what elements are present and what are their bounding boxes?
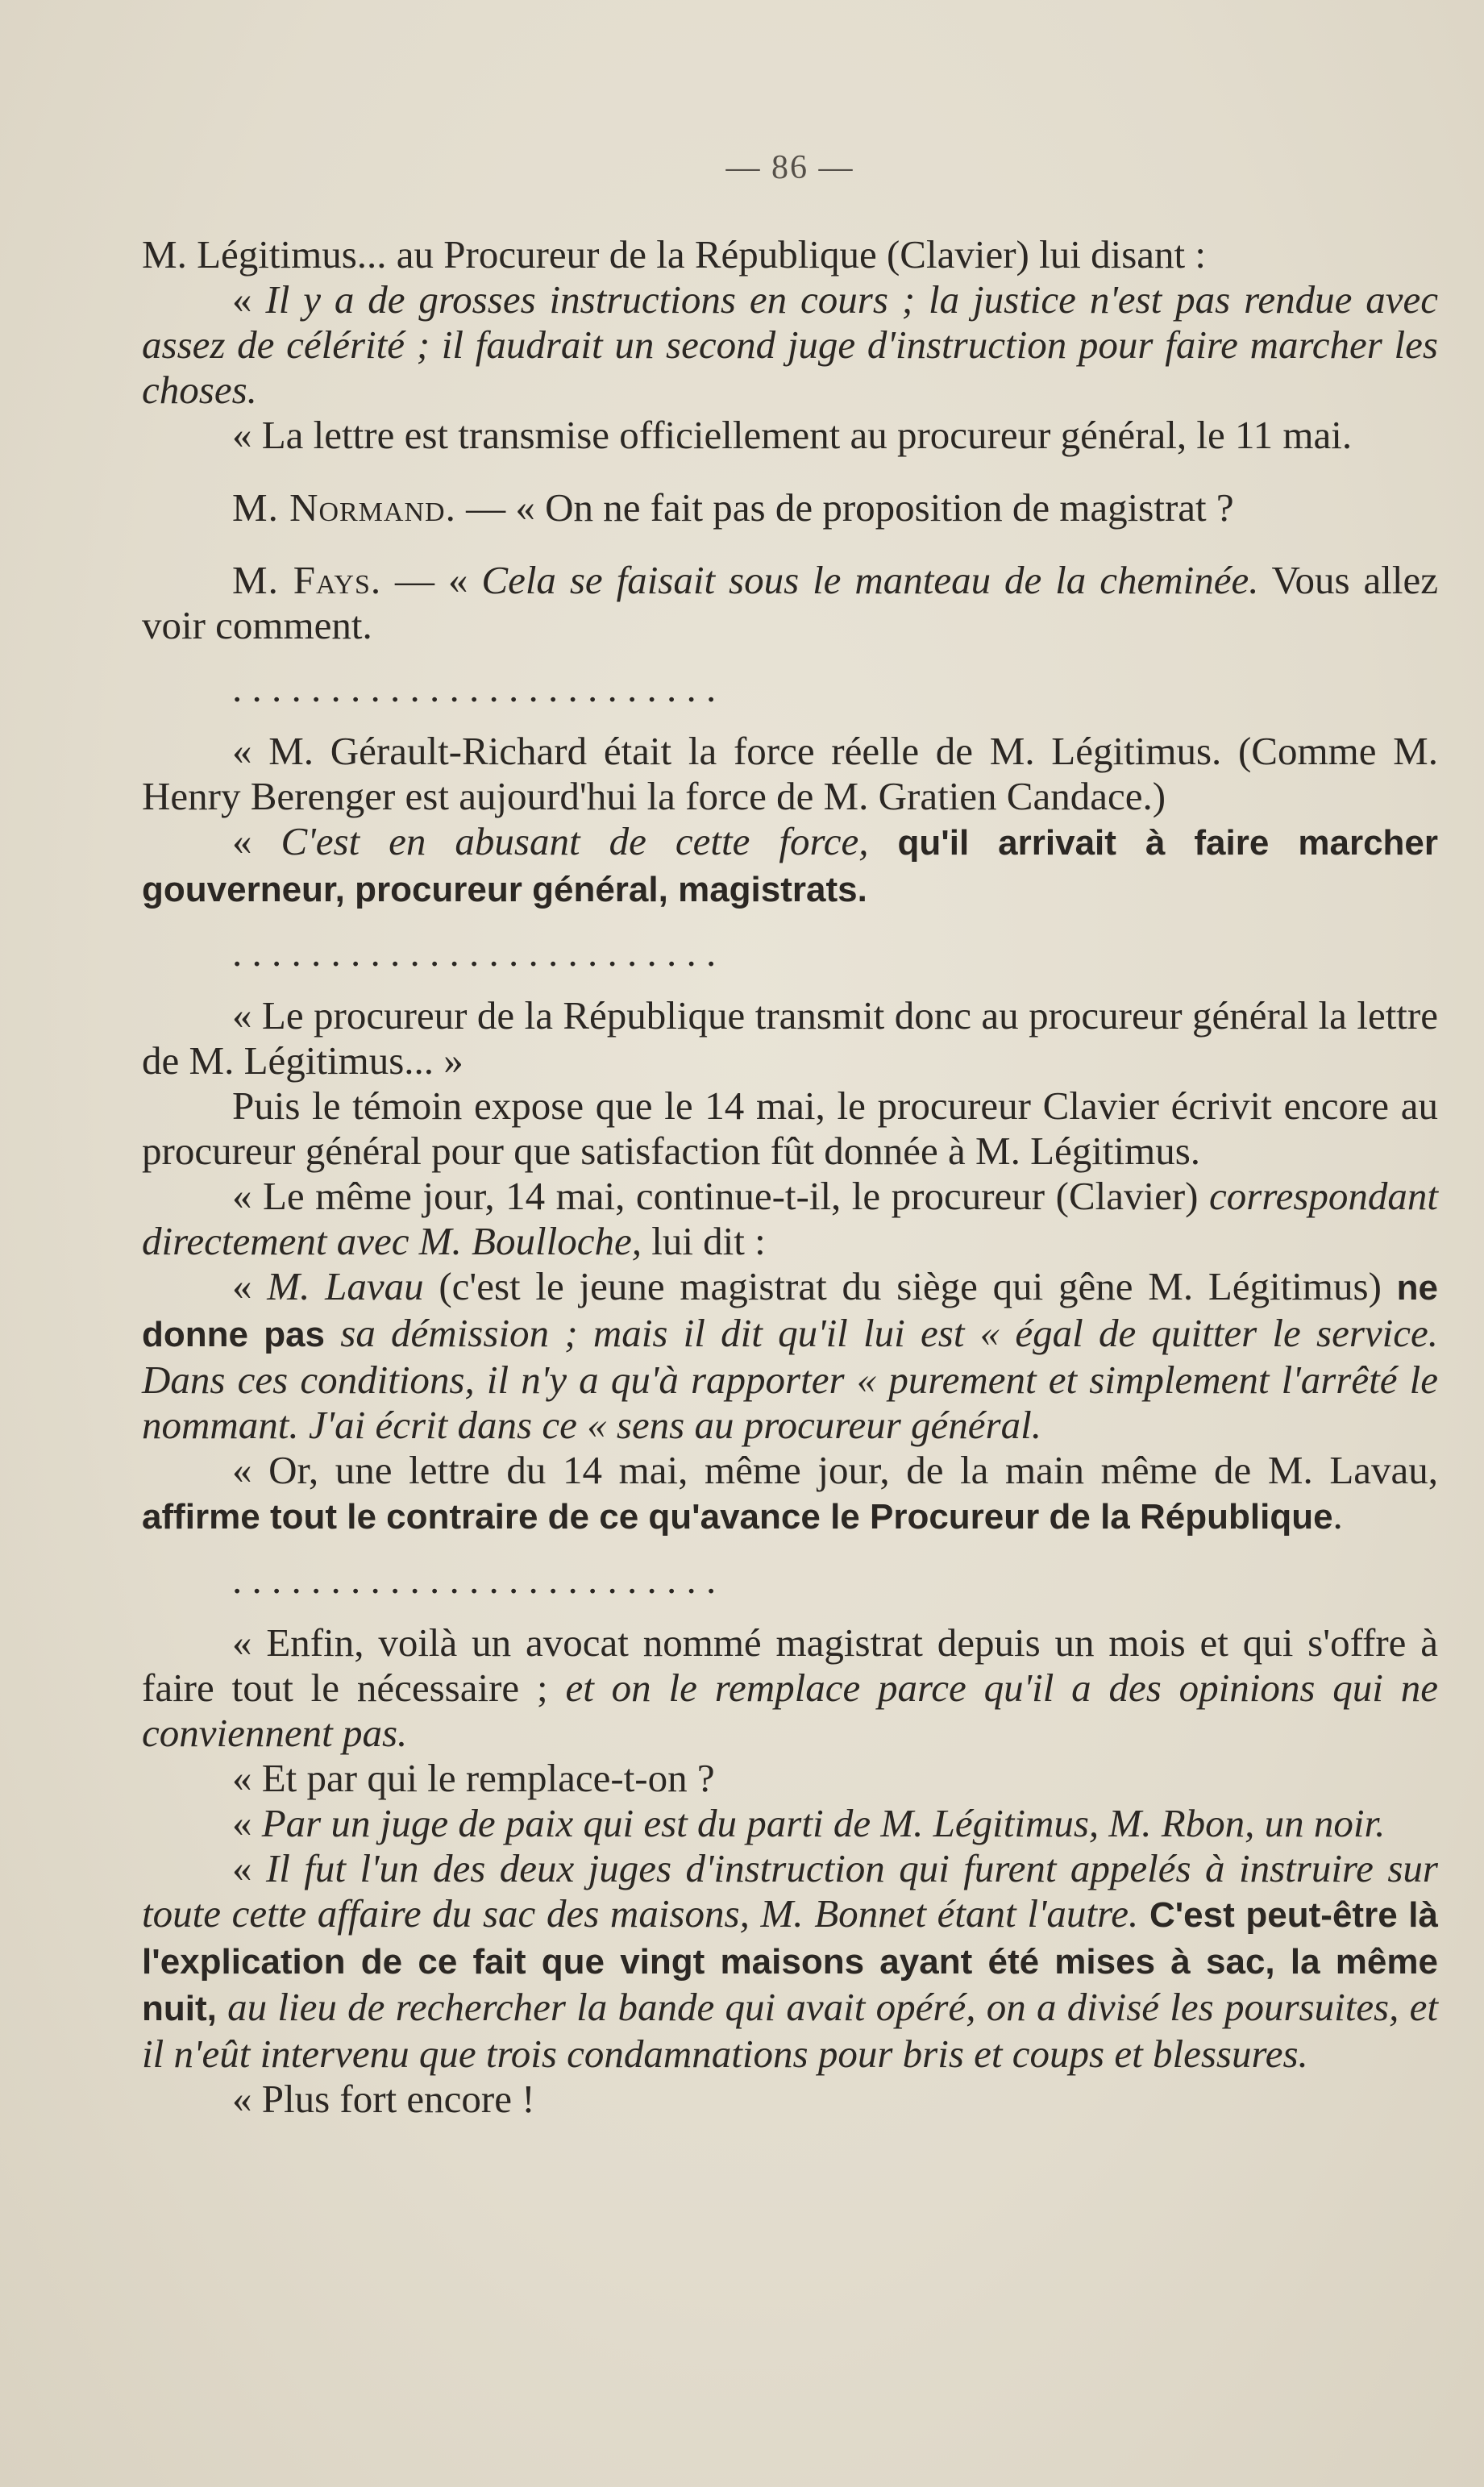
paragraph-16 — [142, 1846, 1438, 2077]
page-number: — 86 — — [725, 149, 854, 186]
paragraph-11 — [142, 1264, 1438, 1448]
text: (c'est le jeune magistrat du siège qui gêne M. Légitimus) — [423, 1264, 1397, 1308]
text: lui dit : — [641, 1219, 766, 1263]
paragraph-10 — [142, 1174, 1438, 1264]
text: « Le même jour, 14 mai, continue-t-il, le procureur (Clavier) — [232, 1174, 1209, 1218]
text: Vous allez voir comment. — [142, 558, 1439, 647]
paragraph-4 — [142, 485, 1438, 530]
paragraph-14 — [142, 1756, 1438, 1801]
quote-mark: « — [232, 1264, 268, 1308]
text: « Enfin, voilà un avocat nommé magistrat depuis un mois et qui s'offre à faire tout le nécessaire ; — [142, 1620, 1438, 1710]
paragraph-15 — [142, 1801, 1438, 1846]
quote-mark: « — [232, 819, 281, 863]
bold-text: ne donne pas — [142, 1268, 1438, 1354]
quote-mark: « — [232, 277, 266, 322]
dot-leader: . . . . . . . . . . . . . . . . . . . . . . . . . — [232, 1557, 717, 1602]
text: — « On ne fait pas de proposition de magistrat ? — [455, 485, 1234, 530]
italic-text: au lieu de rechercher la bande qui avait opéré, on a divisé les poursuites, et il n'eût intervenu que trois condamnations pour bris et coups et blessures. — [142, 1985, 1438, 2076]
quote-mark: « — [232, 1846, 266, 1890]
speaker-name: M. Fays. — [232, 558, 382, 602]
dot-leader: . . . . . . . . . . . . . . . . . . . . . . . . . — [232, 666, 717, 710]
italic-text: Cela se faisait sous le manteau de la cheminée. — [481, 558, 1259, 602]
text: Puis le témoin expose que le 14 mai, le procureur Clavier écrivit encore au procureur général pour que satisfaction fût donnée à M. Légitimus. — [142, 1083, 1438, 1173]
italic-text: Il fut l'un des deux juges d'instruction qui furent appelés à instruire sur toute cette affaire du sac des maisons, M. Bonnet étant l'autre. — [142, 1846, 1438, 1936]
italic-text: C'est en abusant de cette force, — [281, 819, 869, 863]
text: « Le procureur de la République transmit donc au procureur général la lettre de M. Légitimus... » — [142, 993, 1438, 1083]
italic-text: sa démission ; mais il dit qu'il lui est « égal de quitter le service. Dans ces conditions, il n'y a qu'à rapporter « purement et simplement l'arrêté le nommant. J'ai écrit dans ce « sens au procureur général. — [142, 1311, 1438, 1447]
speaker-name: M. Normand. — [232, 485, 456, 530]
text: . — [1332, 1493, 1343, 1537]
paragraph-17 — [142, 2077, 1438, 2122]
text: « Et par qui le remplace-t-on ? — [232, 1756, 715, 1800]
bold-text: C'est peut-être là l'explication de ce fait que vingt maisons ayant été mises à sac, la même nuit, — [142, 1895, 1438, 2028]
text: « M. Gérault-Richard était la force réelle de M. Légitimus. (Comme M. Henry Berenger est aujourd'hui la force de M. Gratien Candace.) — [142, 729, 1438, 818]
text: « Or, une lettre du 14 mai, même jour, de la main même de M. Lavau, — [232, 1448, 1438, 1492]
paragraph-3 — [142, 413, 1438, 458]
paragraph-12 — [142, 1448, 1438, 1540]
paragraph-6 — [142, 729, 1438, 819]
italic-text: Il y a de grosses instructions en cours ; la justice n'est pas rendue avec assez de célérité ; il faudrait un second juge d'instruction pour faire marcher les choses. — [142, 277, 1438, 412]
italic-text: et on le remplace parce qu'il a des opinions qui ne conviennent pas. — [142, 1666, 1439, 1755]
paragraph-1 — [142, 232, 1438, 277]
paragraph-8 — [142, 993, 1438, 1083]
dot-leader: . . . . . . . . . . . . . . . . . . . . . . . . . — [232, 930, 717, 975]
text: « Plus fort encore ! — [232, 2077, 535, 2121]
paragraph-13 — [142, 1620, 1438, 1756]
quote-mark: « — [232, 1801, 262, 1845]
text: « La lettre est transmise officiellement au procureur général, le 11 mai. — [232, 413, 1353, 457]
paragraph-9 — [142, 1083, 1438, 1174]
italic-text: Par un juge de paix qui est du parti de M. Légitimus, M. Rbon, un noir. — [261, 1801, 1386, 1845]
italic-text: correspondant directement avec M. Boulloche, — [142, 1174, 1438, 1263]
text: — « — [381, 558, 482, 602]
text: M. Légitimus... au Procureur de la République (Clavier) lui disant : — [142, 232, 1206, 277]
italic-text: M. Lavau — [267, 1264, 424, 1308]
bold-text: qu'il arrivait à faire marcher gouverneur, procureur général, magistrats. — [142, 823, 1439, 909]
paragraph-5 — [142, 558, 1438, 648]
page-body — [142, 145, 1438, 2122]
paragraph-7 — [142, 819, 1438, 913]
bold-text: affirme tout le contraire de ce qu'avance le Procureur de la République — [142, 1497, 1333, 1537]
paragraph-2 — [142, 277, 1438, 413]
